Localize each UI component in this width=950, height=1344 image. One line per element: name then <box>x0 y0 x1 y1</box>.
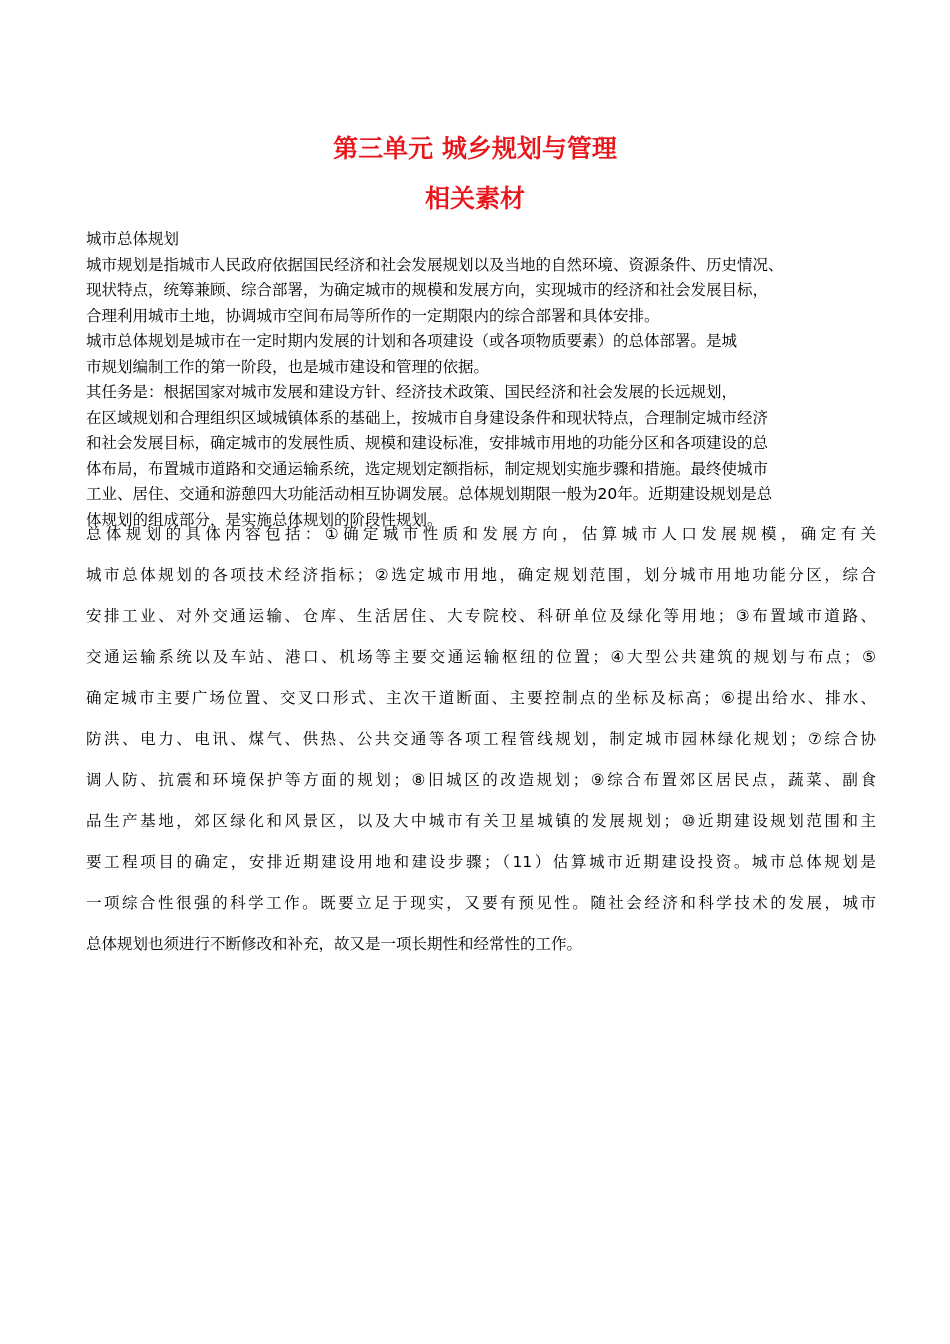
paragraph-1-line: 城市规划是指城市人民政府依据国民经济和社会发展规划以及当地的自然环境、资源条件、历史情况、 <box>86 255 784 274</box>
paragraph-3-line: 体规划的组成部分，是实施总体规划的阶段性规划。 <box>86 510 443 529</box>
section-block-intro <box>86 227 876 533</box>
paragraph-3-line: 在区域规划和合理组织区域城镇体系的基础上，按城市自身建设条件和现状特点，合理制定城市经济 <box>86 408 769 427</box>
paragraph-3-line: 其任务是：根据国家对城市发展和建设方针、经济技术政策、国民经济和社会发展的长远规划， <box>86 383 738 401</box>
paragraph-4-line: 调人防、抗震和环境保护等方面的规划；⑧旧城区的改造规划；⑨综合布置郊区居民点，蔬菜、副食 <box>86 771 876 789</box>
section-block-contents <box>86 514 876 965</box>
paragraph-4-line: 防洪、电力、电讯、煤气、供热、公共交通等各项工程管线规划，制定城市园林绿化规划；⑦综合协 <box>86 730 876 748</box>
paragraph-4-line: 要工程项目的确定，安排近期建设用地和建设步骤；（11）估算城市近期建设投资。城市总体规划是 <box>86 853 876 871</box>
paragraph-2-line: 市规划编制工作的第一阶段，也是城市建设和管理的依据。 <box>86 357 490 376</box>
paragraph-3-line: 工业、居住、交通和游憩四大功能活动相互协调发展。总体规划期限一般为20年。近期建设规划是总 <box>86 485 773 503</box>
paragraph-4-line: 一项综合性很强的科学工作。既要立足于现实，又要有预见性。随社会经济和科学技术的发展，城市 <box>86 894 876 912</box>
paragraph-3-line: 体布局，布置城市道路和交通运输系统，选定规划定额指标，制定规划实施步骤和措施。最终使城市 <box>86 459 769 478</box>
paragraph-4-line: 总体规划也须进行不断修改和补充，故又是一项长期性和经常性的工作。 <box>86 935 583 953</box>
paragraph-1-line: 现状特点，统筹兼顾、综合部署，为确定城市的规模和发展方向，实现城市的经济和社会发展目标， <box>86 281 769 299</box>
section-heading: 城市总体规划 <box>86 230 180 248</box>
paragraph-4-line: 确定城市主要广场位置、交叉口形式、主次干道断面、主要控制点的坐标及标高；⑥提出给水、排水、 <box>86 689 876 707</box>
paragraph-4-line: 品生产基地，郊区绿化和风景区，以及大中城市有关卫星城镇的发展规划；⑩近期建设规划范围和主 <box>86 812 876 830</box>
paragraph-2-line: 城市总体规划是城市在一定时期内发展的计划和各项建设（或各项物质要素）的总体部署。是城 <box>86 332 738 350</box>
paragraph-4-line: 交通运输系统以及车站、港口、机场等主要交通运输枢纽的位置；④大型公共建筑的规划与布点；⑤ <box>86 648 876 666</box>
page-subtitle: 相关素材 <box>424 184 525 213</box>
paragraph-4-line: 总体规划的具体内容包括：①确定城市性质和发展方向，估算城市人口发展规模，确定有关 <box>86 525 876 543</box>
paragraph-4-line: 城市总体规划的各项技术经济指标；②选定城市用地，确定规划范围，划分城市用地功能分区，综合 <box>86 566 876 584</box>
paragraph-1-line: 合理利用城市土地，协调城市空间布局等所作的一定期限内的综合部署和具体安排。 <box>86 306 660 325</box>
page-title: 第三单元 城乡规划与管理 <box>333 134 617 163</box>
paragraph-4-line: 安排工业、对外交通运输、仓库、生活居住、大专院校、科研单位及绿化等用地；③布置域市道路、 <box>86 607 876 625</box>
paragraph-3-line: 和社会发展目标，确定城市的发展性质、规模和建设标准，安排城市用地的功能分区和各项建设的总 <box>86 434 769 452</box>
